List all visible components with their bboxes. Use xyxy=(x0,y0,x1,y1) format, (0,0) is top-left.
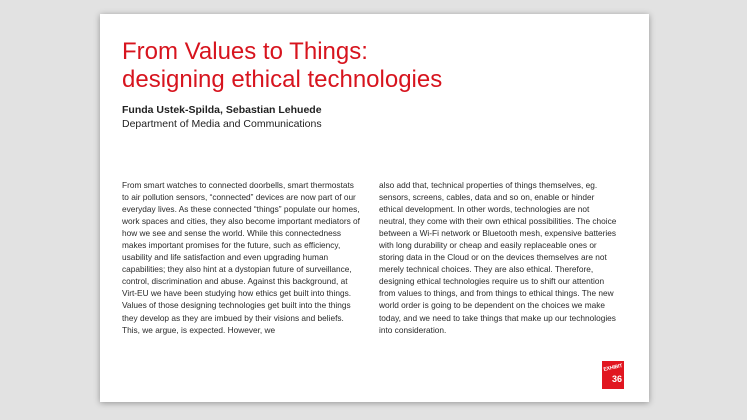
exhibit-badge xyxy=(602,361,624,389)
department: Department of Media and Communications xyxy=(122,118,322,130)
body-text-right: also add that, technical properties of things themselves, eg. sensors, screens, cables, data and so on, enable or hinder ethical development. In other words, technologies are not neutral, they come with their own ethical possibilities. The choice between a Wi-Fi network or Bluetooth mesh, expensive batteries with long durability or cheap and easily replaceable ones or storing data in the Cloud or on the devices themselves are not merely technical choices. They are also ethical. Therefore, designing ethical technologies require us to shift our attention from values to things, and from things to ethical things. The new world order is going to be dependent on the choices we make today, and we need to take things that make up our technologies into consideration. xyxy=(379,180,617,335)
title-line-1: From Values to Things: xyxy=(122,38,368,65)
page-title xyxy=(122,38,622,94)
authors: Funda Ustek-Spilda, Sebastian Lehuede xyxy=(122,104,322,116)
body-text-left: From smart watches to connected doorbells, smart thermostats to air pollution sensors, “connected” devices are now part of our everyday lives. As these connected “things” populate our homes, work spaces and cities, they also become important mediators of how we see and sense the world. While this connectedness makes important promises for the future, such as efficiency, usability and life satisfaction and even upgrading human capabilities; they also hint at a dystopian future of surveillance, control, discrimination and abuse. Against this background, at Virt-EU we have been studying how ethics get built into things. Values of those designing technologies get built into the things they develop as they are imbued by their visions and beliefs. This, we argue, is expected. However, we xyxy=(122,180,360,335)
exhibit-badge-number: 36 xyxy=(611,374,622,384)
exhibit-card xyxy=(100,14,649,402)
exhibit-badge-label: EXHIBIT xyxy=(603,363,623,373)
title-line-2: designing ethical technologies xyxy=(122,66,443,93)
